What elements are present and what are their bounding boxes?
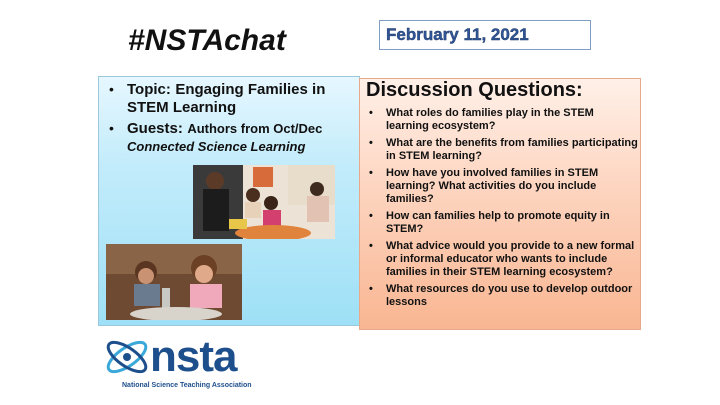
question-text: What resources do you use to develop outdoor lessons xyxy=(386,283,633,308)
bullet-icon: • xyxy=(109,120,114,136)
topic-label: Topic: xyxy=(127,81,171,98)
bullet-icon: • xyxy=(369,240,373,252)
atom-icon xyxy=(100,330,154,384)
bullet-icon: • xyxy=(369,210,373,222)
kids-experiment-photo xyxy=(106,244,242,320)
kids-experiment-illustration xyxy=(106,244,242,320)
question-item xyxy=(366,137,638,163)
bullet-icon: • xyxy=(369,107,373,119)
question-text: How can families help to promote equity in STEM? xyxy=(386,210,610,235)
guests-item xyxy=(107,120,353,156)
bullet-icon: • xyxy=(109,81,114,97)
logo-tagline: National Science Teaching Association xyxy=(122,382,252,389)
question-item xyxy=(366,167,638,206)
discussion-heading: Discussion Questions: xyxy=(366,79,583,101)
bullet-icon: • xyxy=(369,167,373,179)
question-text: What roles do families play in the STEM learning ecosystem? xyxy=(386,107,594,132)
topic-item xyxy=(107,81,353,117)
slide-title: #NSTAchat xyxy=(128,24,286,57)
date-box xyxy=(379,20,591,50)
guests-label: Guests: xyxy=(127,120,183,137)
bullet-icon: • xyxy=(369,283,373,295)
question-item xyxy=(366,107,638,133)
question-item xyxy=(366,240,638,279)
logo-wordmark: nsta xyxy=(150,332,237,381)
question-text: What are the benefits from families participating in STEM learning? xyxy=(386,137,638,162)
date-text: February 11, 2021 xyxy=(386,25,529,44)
topic-value: Engaging Families in STEM Learning xyxy=(127,81,326,116)
question-text: What advice would you provide to a new formal or informal educator who wants to include families in their STEM learning ecosystem? xyxy=(386,240,635,278)
question-item xyxy=(366,210,638,236)
guests-publication: Connected Science Learning xyxy=(127,139,306,154)
bullet-icon: • xyxy=(369,137,373,149)
discussion-panel xyxy=(359,78,641,330)
guests-value: Authors from Oct/Dec xyxy=(187,121,323,136)
nsta-logo xyxy=(98,326,288,398)
question-item xyxy=(366,283,638,309)
question-text: How have you involved families in STEM learning? What activities do you include families? xyxy=(386,167,599,205)
question-list xyxy=(366,107,638,313)
topic-list xyxy=(107,81,353,159)
classroom-photo-illustration xyxy=(193,165,335,239)
classroom-photo xyxy=(193,165,335,239)
